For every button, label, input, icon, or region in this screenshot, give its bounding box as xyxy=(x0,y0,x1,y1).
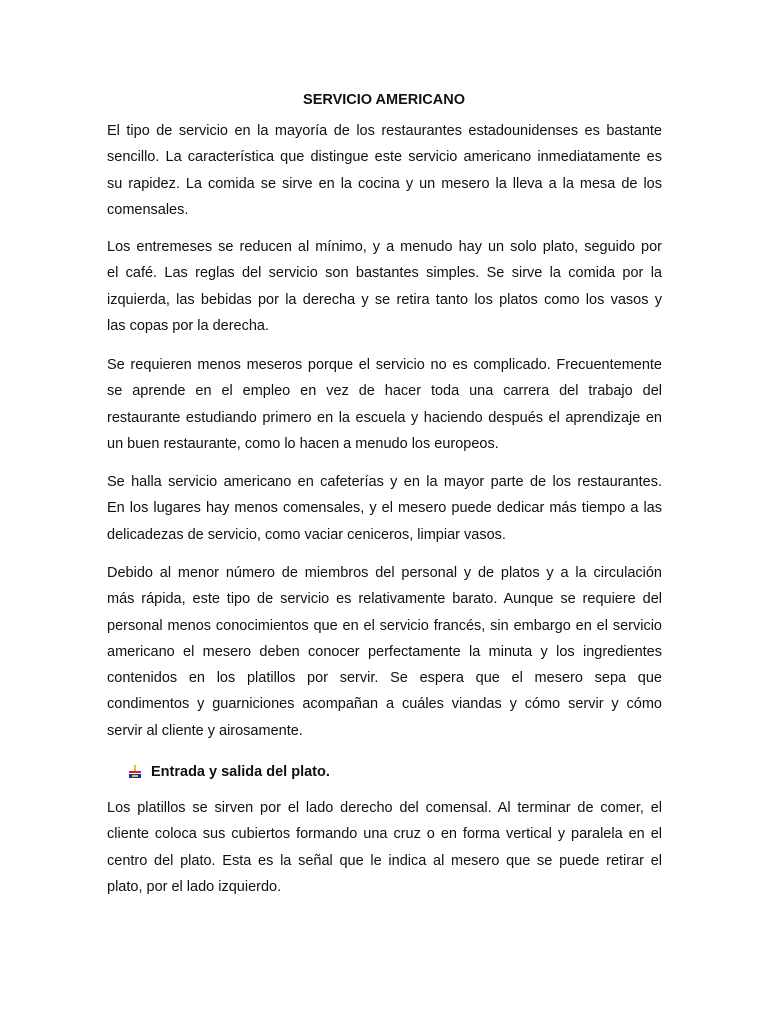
text-line: Los entremeses se reducen al mínimo, y a menudo hay un solo plato, seguido por xyxy=(107,239,662,255)
text-line: personal menos conocimientos que en el servicio francés, sin embargo en el servicio xyxy=(107,617,662,634)
page-title: SERVICIO AMERICANO xyxy=(303,92,465,108)
text-line: servir al cliente y airosamente. xyxy=(107,722,303,739)
paragraph-6 xyxy=(107,795,662,900)
text-line: sencillo. La característica que distingue este servicio americano inmediatamente es xyxy=(107,149,662,166)
text-line: plato, por el lado izquierdo. xyxy=(107,878,282,895)
text-line: un buen restaurante, como lo hacen a menudo los europeos. xyxy=(107,435,499,452)
text-line: más rápida, este tipo de servicio es relativamente barato. Aunque se requiere del xyxy=(107,591,662,608)
paragraph-5 xyxy=(107,560,662,744)
bullet-heading xyxy=(128,761,330,783)
text-line: se aprende en el empleo en vez de hacer toda una carrera del trabajo del xyxy=(107,383,662,400)
text-line: las copas por la derecha. xyxy=(107,317,270,334)
text-line: cliente coloca sus cubiertos formando una cruz o en forma vertical y paralela en el xyxy=(107,826,662,843)
paragraph-2 xyxy=(107,234,662,339)
paragraph-4 xyxy=(107,469,662,548)
text-line: restaurante estudiando primero en la escuela y haciendo después el aprendizaje en xyxy=(107,409,662,426)
text-line: delicadezas de servicio, como vaciar ceniceros, limpiar vasos. xyxy=(107,526,506,543)
text-line: El tipo de servicio en la mayoría de los restaurantes estadounidenses es bastante xyxy=(107,123,662,139)
text-line: Se requieren menos meseros porque el servicio no es complicado. Frecuentemente xyxy=(107,357,662,373)
text-line: comensales. xyxy=(107,201,189,218)
bullet-heading-text: Entrada y salida del plato. xyxy=(151,764,330,780)
text-line: izquierda, las bebidas por la derecha y se retira tanto los platos como los vasos y xyxy=(107,291,662,308)
text-line: su rapidez. La comida se sirve en la cocina y un mesero la lleva a la mesa de los xyxy=(107,175,662,192)
text-line: Debido al menor número de miembros del personal y de platos y a la circulación xyxy=(107,565,662,581)
text-line: contenidos en los platillos por servir. Se espera que el mesero sepa que xyxy=(107,670,662,687)
text-line: americano el mesero deben conocer perfectamente la minuta y los ingredientes xyxy=(107,643,662,660)
text-line: centro del plato. Esta es la señal que le indica al mesero que se puede retirar el xyxy=(107,852,662,869)
text-line: Se halla servicio americano en cafeterías y en la mayor parte de los restaurantes. xyxy=(107,474,662,490)
text-line: En los lugares hay menos comensales, y el mesero puede dedicar más tiempo a las xyxy=(107,500,662,517)
paragraph-1 xyxy=(107,118,662,223)
text-line: Los platillos se sirven por el lado derecho del comensal. Al terminar de comer, el xyxy=(107,800,662,816)
text-line: condimentos y guarniciones acompañan a cuáles viandas y cómo servir y cómo xyxy=(107,696,662,713)
text-line: el café. Las reglas del servicio son bastantes simples. Se sirve la comida por la xyxy=(107,265,662,282)
paragraph-3 xyxy=(107,352,662,457)
bullet-marker-icon xyxy=(128,765,142,779)
